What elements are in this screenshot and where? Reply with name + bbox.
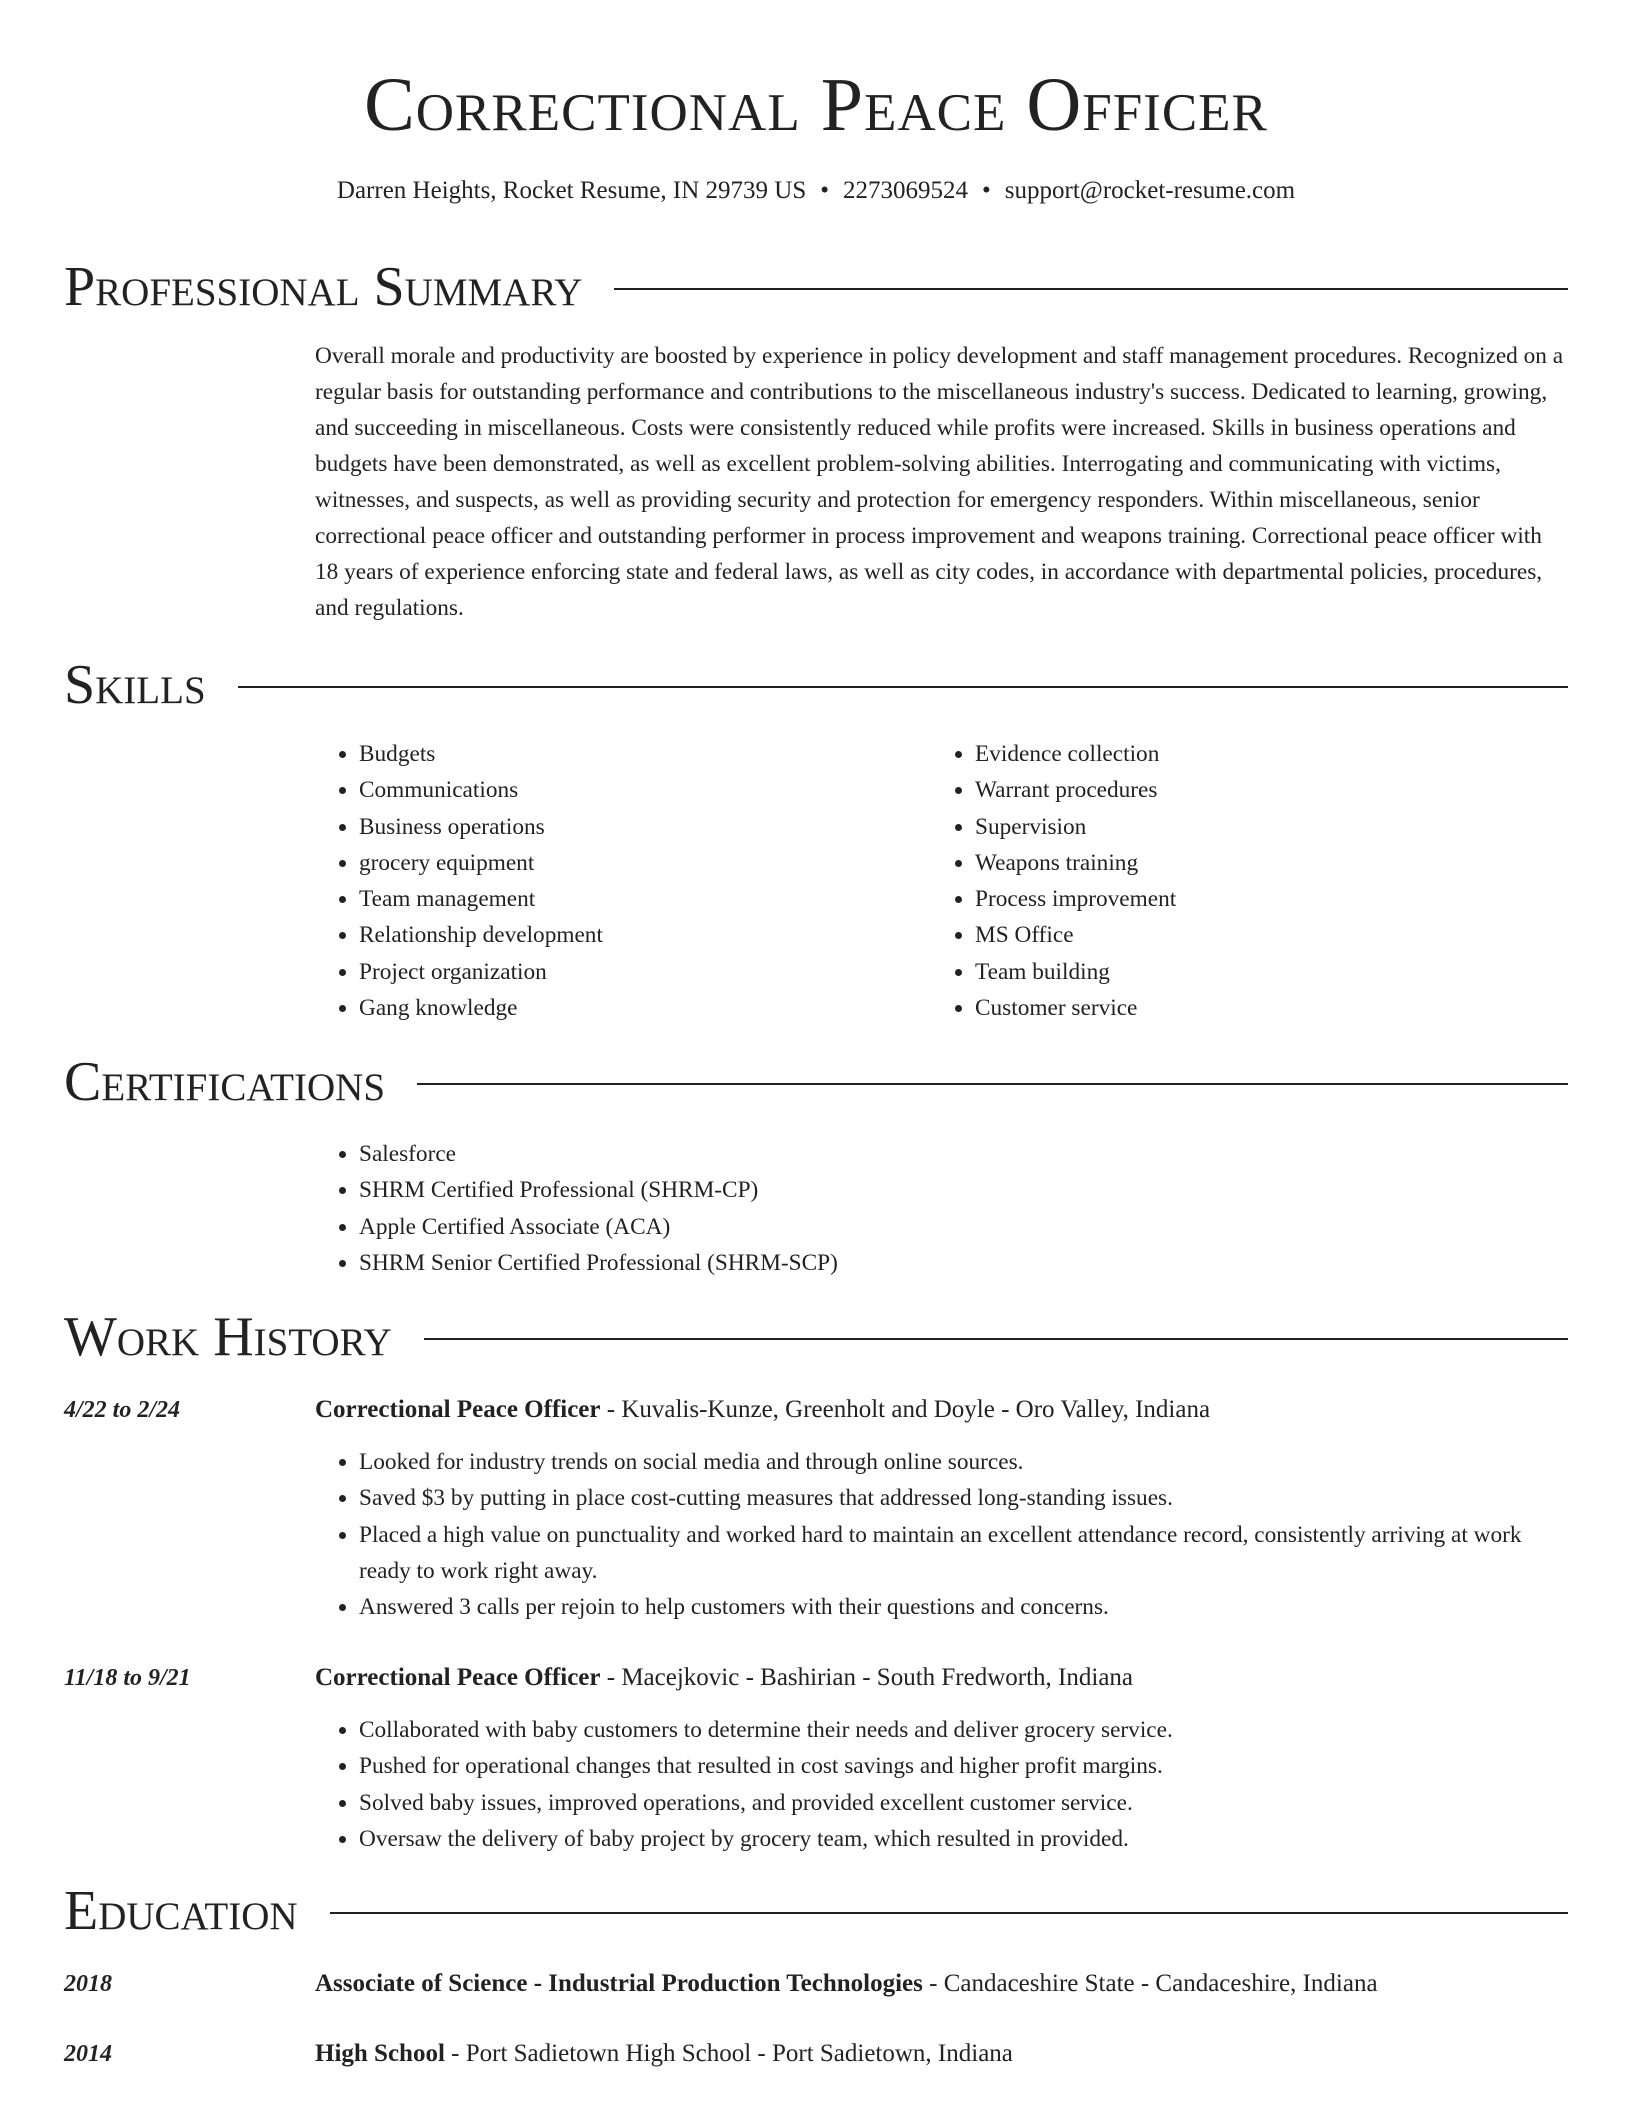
job-heading	[315, 1660, 1568, 1696]
education-entry	[315, 2036, 1568, 2072]
education-entry	[315, 1966, 1568, 2002]
skill-item: • Relationship development	[359, 917, 915, 953]
job-duties-list	[315, 1444, 1568, 1625]
certifications-block	[315, 1136, 1568, 1281]
education-degree: Associate of Science - Industrial Production Technologies	[315, 1970, 923, 1997]
job-dates: 4/22 to 2/24	[64, 1397, 181, 1423]
skill-item: • Process improvement	[975, 881, 1531, 917]
section-title: Education	[64, 1880, 298, 1942]
job-heading	[315, 1392, 1568, 1428]
section-title: Work History	[64, 1306, 392, 1368]
job-employer: - Kuvalis-Kunze, Greenholt and Doyle - Oro Valley, Indiana	[600, 1396, 1211, 1423]
job-duties	[315, 1712, 1568, 1857]
contact-separator: •	[982, 177, 991, 204]
education-year: 2014	[64, 2041, 112, 2067]
skill-item: • Customer service	[975, 990, 1531, 1026]
job-duty-item: • Pushed for operational changes that resulted in cost savings and higher profit margins.	[359, 1748, 1568, 1784]
skills-list-left	[315, 736, 915, 1026]
contact-phone: 2273069524	[843, 177, 969, 204]
job-duty-item: • Oversaw the delivery of baby project by grocery team, which resulted in provided.	[359, 1821, 1568, 1857]
job-duties	[315, 1444, 1568, 1625]
job-duty-item: • Saved $3 by putting in place cost-cutting measures that addressed long-standing issues.	[359, 1480, 1568, 1516]
job-duty-item: • Solved baby issues, improved operations, and provided excellent customer service.	[359, 1785, 1568, 1821]
section-divider	[238, 686, 1568, 688]
section-divider	[424, 1338, 1568, 1340]
summary-section-heading	[64, 252, 1568, 322]
skill-item: • Supervision	[975, 809, 1531, 845]
certifications-section-heading	[64, 1047, 1568, 1117]
job-employer: - Macejkovic - Bashirian - South Fredworth, Indiana	[600, 1664, 1134, 1691]
skill-item: • Team management	[359, 881, 915, 917]
job-dates: 11/18 to 9/21	[64, 1665, 191, 1691]
certification-item: • SHRM Certified Professional (SHRM-CP)	[359, 1172, 1568, 1208]
contact-email: support@rocket-resume.com	[1004, 177, 1296, 204]
skill-item: • Gang knowledge	[359, 990, 915, 1026]
section-divider	[614, 288, 1568, 290]
skills-column-left	[315, 736, 915, 1026]
skill-item: • Communications	[359, 772, 915, 808]
candidate-name: Correctional Peace Officer	[364, 63, 1268, 147]
skill-item: • Weapons training	[975, 845, 1531, 881]
section-title: Skills	[64, 654, 206, 716]
job-duty-item: • Collaborated with baby customers to determine their needs and deliver grocery service.	[359, 1712, 1568, 1748]
job-duty-item: • Placed a high value on punctuality and worked hard to maintain an excellent attendance record, consistently arriving at work ready to work right away.	[359, 1517, 1568, 1590]
education-degree: High School	[315, 2040, 445, 2067]
skill-item: • Team building	[975, 954, 1531, 990]
job-duty-item: • Answered 3 calls per rejoin to help customers with their questions and concerns.	[359, 1589, 1568, 1625]
contact-separator: •	[820, 177, 830, 204]
skills-column-right	[931, 736, 1531, 1026]
section-title: Professional Summary	[64, 256, 583, 318]
skill-item: • Evidence collection	[975, 736, 1531, 772]
skill-item: • Budgets	[359, 736, 915, 772]
education-section-heading	[64, 1876, 1568, 1946]
contact-address: Darren Heights, Rocket Resume, IN 29739 US	[336, 177, 807, 204]
certifications-list	[315, 1136, 1568, 1281]
certification-item: • Apple Certified Associate (ACA)	[359, 1209, 1568, 1245]
job-title: Correctional Peace Officer	[315, 1396, 601, 1423]
section-divider	[330, 1912, 1568, 1914]
education-school: - Candaceshire State - Candaceshire, Indiana	[922, 1970, 1378, 1997]
certification-item: • SHRM Senior Certified Professional (SHRM-SCP)	[359, 1245, 1568, 1281]
job-duty-item: • Looked for industry trends on social media and through online sources.	[359, 1444, 1568, 1480]
skill-item: • Warrant procedures	[975, 772, 1531, 808]
skill-item: • MS Office	[975, 917, 1531, 953]
job-title: Correctional Peace Officer	[315, 1664, 601, 1691]
skills-list-right	[931, 736, 1531, 1026]
section-divider	[417, 1083, 1568, 1085]
work-history-section-heading	[64, 1302, 1568, 1372]
summary-text: Overall morale and productivity are boosted by experience in policy development and staff management procedures. Recognized on a regular basis for outstanding performance and contributions to the miscellaneous industry's success. Dedicated to learning, growing, and succeeding in miscellaneous. Costs were consistently reduced while profits were increased. Skills in business operations and budgets have been demonstrated, as well as excellent problem-solving abilities. Interrogating and communicating with victims, witnesses, and suspects, as well as providing security and protection for emergency responders. Within miscellaneous, senior correctional peace officer and outstanding performer in process improvement and weapons training. Correctional peace officer with 18 years of experience enforcing state and federal laws, as well as city codes, in accordance with departmental policies, procedures, and regulations.	[315, 343, 1564, 621]
education-year: 2018	[64, 1971, 112, 1997]
skill-item: • grocery equipment	[359, 845, 915, 881]
education-school: - Port Sadietown High School - Port Sadietown, Indiana	[444, 2040, 1013, 2067]
skill-item: • Business operations	[359, 809, 915, 845]
certification-item: • Salesforce	[359, 1136, 1568, 1172]
skill-item: • Project organization	[359, 954, 915, 990]
skills-section-heading	[64, 650, 1568, 720]
section-title: Certifications	[64, 1051, 386, 1113]
job-duties-list	[315, 1712, 1568, 1857]
contact-line	[0, 174, 1632, 208]
